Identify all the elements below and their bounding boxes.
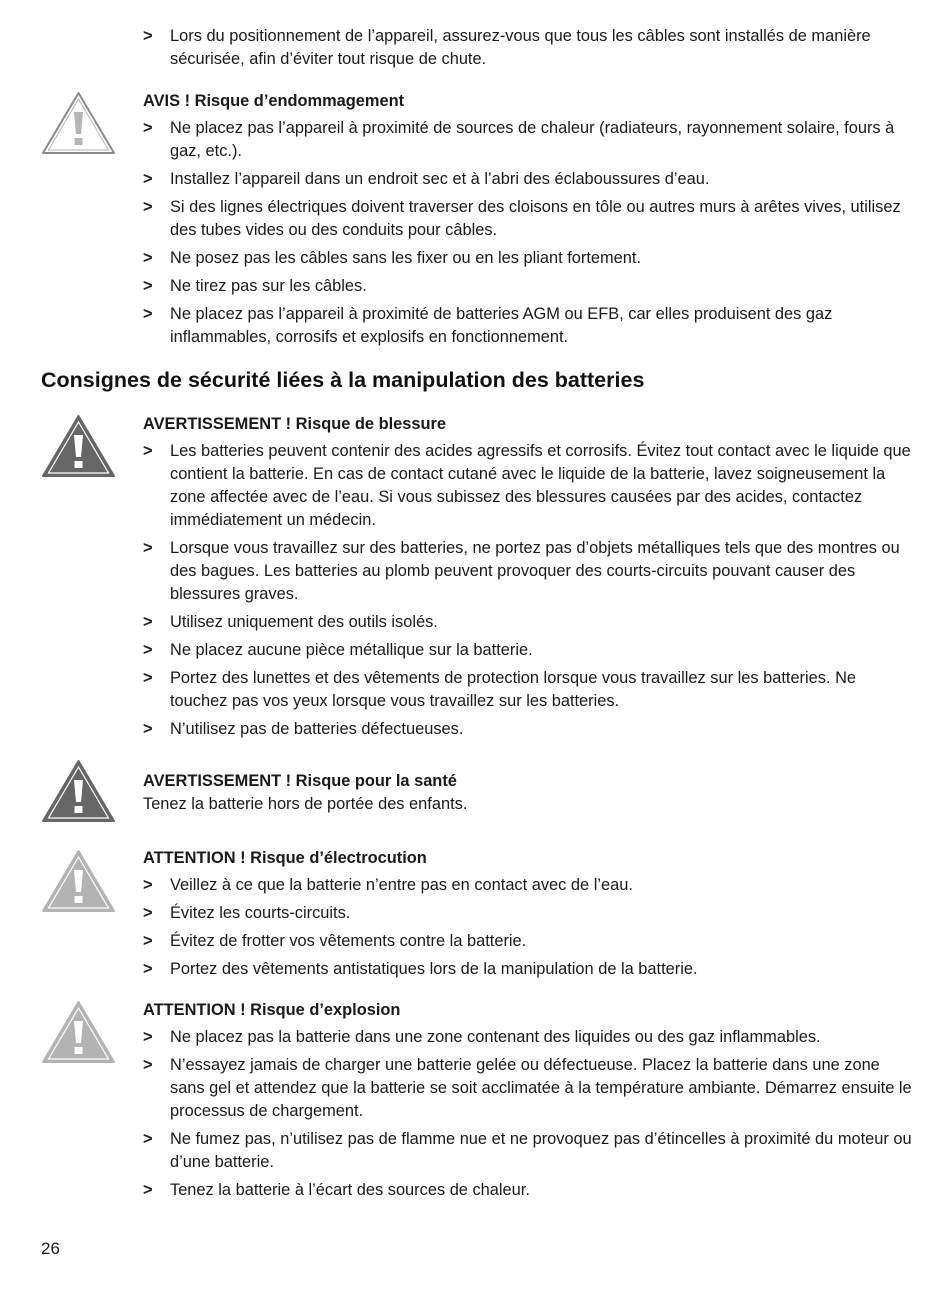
- list-item: > Évitez de frotter vos vêtements contre la batterie.: [143, 930, 915, 953]
- list-item: > Les batteries peuvent contenir des acides agressifs et corrosifs. Évitez tout contact avec le liquide que contient la batterie. En cas de contact cutané avec le liquide de la batterie, lavez soigneusement la zone affectée avec de l’eau. Si vous subissez des blessures causées par des acides, contactez immédiatement un médecin.: [143, 440, 915, 532]
- warning-health-title: AVERTISSEMENT ! Risque pour la santé: [143, 772, 457, 790]
- list-item: > Portez des lunettes et des vêtements de protection lorsque vous travaillez sur les batteries. Ne touchez pas vos yeux lorsque vous travaillez sur les batteries.: [143, 667, 915, 713]
- caution-explosion-list: [143, 1026, 915, 1202]
- list-item: > Si des lignes électriques doivent traverser des cloisons en tôle ou autres murs à arêtes vives, utilisez des tubes vides ou des conduits pour câbles.: [143, 196, 915, 242]
- list-item: > Lorsque vous travaillez sur des batteries, ne portez pas d’objets métalliques tels que des montres ou des bagues. Les batteries au plomb peuvent provoquer des courts-circuits pouvant causer des blessures graves.: [143, 537, 915, 606]
- list-item: > Évitez les courts-circuits.: [143, 902, 915, 925]
- notice-damage-list: [143, 117, 915, 349]
- list-item: > Tenez la batterie à l’écart des sources de chaleur.: [143, 1179, 915, 1202]
- warning-triangle-light-icon: [41, 999, 116, 1065]
- caution-explosion-title: ATTENTION ! Risque d’explosion: [143, 1001, 401, 1019]
- warning-health-block: [143, 770, 915, 816]
- caution-electrocution-block: [143, 847, 915, 986]
- list-item: > Utilisez uniquement des outils isolés.: [143, 611, 915, 634]
- list-item: > Ne placez pas la batterie dans une zone contenant des liquides ou des gaz inflammables.: [143, 1026, 915, 1049]
- warning-triangle-light-icon: [41, 848, 116, 914]
- caution-electrocution-list: [143, 874, 915, 981]
- list-item: > Lors du positionnement de l’appareil, assurez-vous que tous les câbles sont installés de manière sécurisée, afin d’éviter tout risque de chute.: [143, 25, 915, 71]
- top-bullet-list: [143, 25, 915, 71]
- warning-injury-list: [143, 440, 915, 741]
- warning-triangle-dark-icon: [41, 413, 116, 479]
- top-bullet-block: [143, 25, 915, 76]
- list-item: > Portez des vêtements antistatiques lors de la manipulation de la batterie.: [143, 958, 915, 981]
- list-item: > N’essayez jamais de charger une batterie gelée ou défectueuse. Placez la batterie dans une zone sans gel et attendez que la batterie se soit acclimatée à la température ambiante. Démarrez ensuite le processus de chargement.: [143, 1054, 915, 1123]
- warning-triangle-dark-icon: [41, 758, 116, 824]
- list-item: > N’utilisez pas de batteries défectueuses.: [143, 718, 915, 741]
- list-item: > Ne fumez pas, n’utilisez pas de flamme nue et ne provoquez pas d’étincelles à proximité du moteur ou d’une batterie.: [143, 1128, 915, 1174]
- section-heading: Consignes de sécurité liées à la manipulation des batteries: [41, 368, 645, 392]
- warning-health-text: Tenez la batterie hors de portée des enfants.: [143, 795, 468, 813]
- list-item: > Ne placez pas l’appareil à proximité de batteries AGM ou EFB, car elles produisent des gaz inflammables, corrosifs et explosifs en fonctionnement.: [143, 303, 915, 349]
- caution-electrocution-title: ATTENTION ! Risque d’électrocution: [143, 849, 427, 867]
- list-item: > Ne placez aucune pièce métallique sur la batterie.: [143, 639, 915, 662]
- list-item: > Veillez à ce que la batterie n’entre pas en contact avec de l’eau.: [143, 874, 915, 897]
- notice-damage-block: [143, 90, 915, 354]
- warning-injury-block: [143, 413, 915, 746]
- caution-explosion-block: [143, 999, 915, 1207]
- list-item: > Ne posez pas les câbles sans les fixer ou en les pliant fortement.: [143, 247, 915, 270]
- list-item: > Installez l’appareil dans un endroit sec et à l’abri des éclaboussures d’eau.: [143, 168, 915, 191]
- warning-injury-title: AVERTISSEMENT ! Risque de blessure: [143, 415, 446, 433]
- list-item: > Ne tirez pas sur les câbles.: [143, 275, 915, 298]
- warning-triangle-outline-icon: [41, 90, 116, 156]
- page-number: 26: [41, 1239, 60, 1258]
- notice-damage-title: AVIS ! Risque d’endommagement: [143, 92, 405, 110]
- list-item: > Ne placez pas l’appareil à proximité de sources de chaleur (radiateurs, rayonnement solaire, fours à gaz, etc.).: [143, 117, 915, 163]
